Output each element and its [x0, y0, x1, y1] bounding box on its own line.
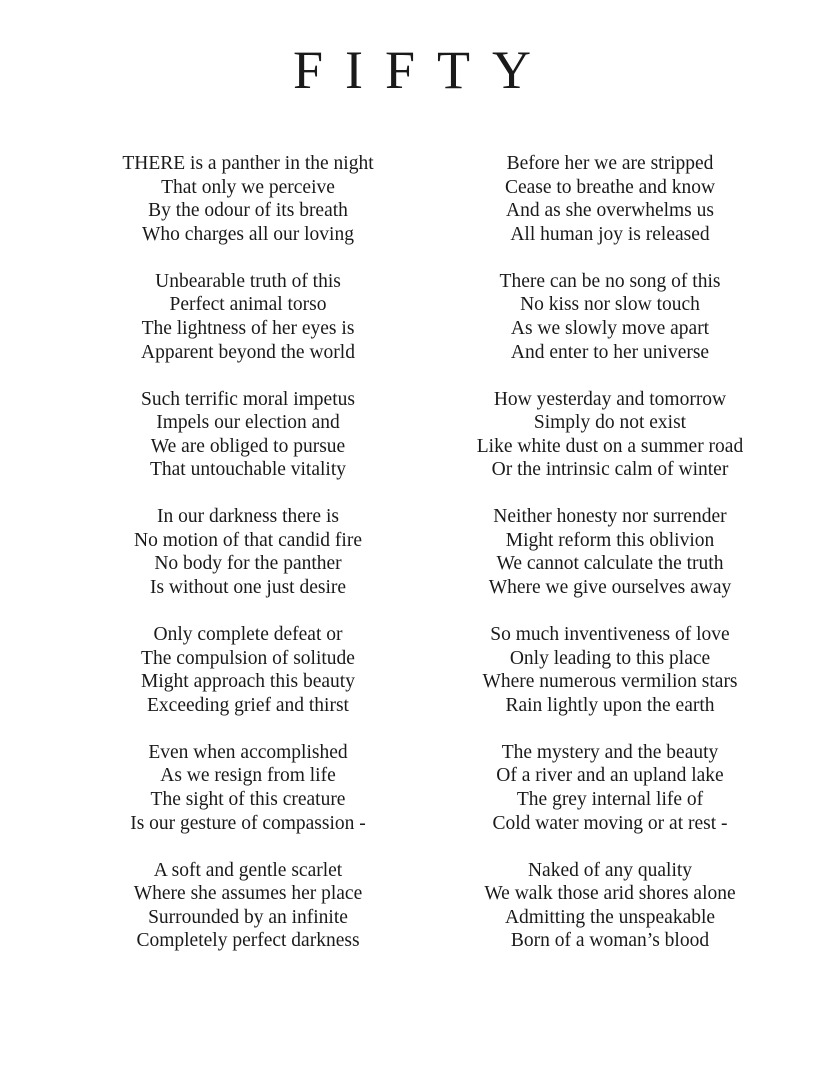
- poem-line: Apparent beyond the world: [141, 341, 355, 363]
- poem-line: Cease to breathe and know: [504, 176, 716, 198]
- poem-line: Completely perfect darkness: [136, 930, 360, 952]
- poem-line: And as she overwhelms us: [506, 200, 714, 222]
- poem-line: We walk those arid shores alone: [484, 883, 736, 905]
- stanza: [400, 388, 820, 482]
- poem-line: Admitting the unspeakable: [504, 906, 716, 928]
- stanza: [400, 623, 820, 717]
- poem-line: Of a river and an upland lake: [496, 765, 724, 787]
- poem-line: The sight of this creature: [150, 789, 346, 811]
- poem-line: In our darkness there is: [157, 506, 339, 528]
- poem-left-column: [38, 152, 458, 976]
- stanza: [400, 270, 820, 364]
- poem-line: Neither honesty nor surrender: [493, 506, 727, 528]
- first-line-rest: is a panther in the night: [185, 153, 374, 174]
- poem-line: Such terrific moral impetus: [141, 388, 355, 410]
- stanza: [38, 270, 458, 364]
- poem-line: A soft and gentle scarlet: [153, 859, 343, 881]
- poem-line: Impels our election and: [156, 412, 340, 434]
- poem-line: We cannot calculate the truth: [496, 553, 724, 575]
- stanza: [38, 859, 458, 953]
- poem-line: So much inventiveness of love: [490, 624, 730, 646]
- poem-line: How yesterday and tomorrow: [493, 388, 727, 410]
- poem-line: And enter to her universe: [510, 341, 710, 363]
- poem-line: Is without one just desire: [149, 577, 347, 599]
- stanza: [38, 505, 458, 599]
- poem-line: No kiss nor slow touch: [520, 294, 700, 316]
- poem-line: The compulsion of solitude: [141, 647, 355, 669]
- stanza: [400, 859, 820, 953]
- stanza: [38, 741, 458, 835]
- poem-line: The grey internal life of: [516, 789, 704, 811]
- stanza: [38, 388, 458, 482]
- poem-line: Naked of any quality: [527, 859, 693, 881]
- poem-line: Surrounded by an infinite: [148, 906, 348, 928]
- poem-line: That untouchable vitality: [149, 459, 347, 481]
- stanza: [400, 152, 820, 246]
- poem-line: Where numerous vermilion stars: [482, 671, 738, 693]
- poem-line: Before her we are stripped: [506, 153, 714, 174]
- poem-line: Exceeding grief and thirst: [147, 694, 349, 716]
- poem-line: Is our gesture of compassion -: [130, 812, 366, 834]
- stanza: [400, 741, 820, 835]
- stanza: [38, 623, 458, 717]
- poem-line: Who charges all our loving: [142, 223, 354, 245]
- poem-line: [38, 152, 458, 176]
- stanza: [38, 152, 458, 246]
- poem-line: Only leading to this place: [509, 647, 711, 669]
- poem-line: Like white dust on a summer road: [476, 435, 744, 457]
- stanza: [400, 505, 820, 599]
- poem-line: No body for the panther: [154, 553, 342, 575]
- poem-line: Perfect animal torso: [169, 294, 327, 316]
- poem-line: Cold water moving or at rest -: [492, 812, 728, 834]
- drop-word: THERE: [122, 153, 186, 174]
- poem-line: Or the intrinsic calm of winter: [491, 459, 729, 481]
- poem-line: Even when accomplished: [148, 741, 348, 763]
- poem-line: As we resign from life: [160, 765, 336, 787]
- poem-line: That only we perceive: [161, 176, 335, 198]
- poem-line: The lightness of her eyes is: [141, 317, 355, 339]
- poem-line: Rain lightly upon the earth: [505, 694, 715, 716]
- poem-line: No motion of that candid fire: [134, 529, 362, 551]
- poem-line: Unbearable truth of this: [155, 270, 341, 292]
- poem-line: Might reform this oblivion: [505, 529, 715, 551]
- poem-line: Where we give ourselves away: [488, 577, 732, 599]
- poem-line: The mystery and the beauty: [501, 741, 719, 763]
- poem-line: Simply do not exist: [533, 412, 687, 434]
- poem-line: By the odour of its breath: [148, 200, 348, 222]
- poem-title: FIFTY: [292, 40, 554, 100]
- poem-line: We are obliged to pursue: [150, 435, 346, 457]
- poem-line: Born of a woman’s blood: [510, 930, 710, 952]
- poem-line: Only complete defeat or: [153, 624, 343, 646]
- poem-line: As we slowly move apart: [510, 317, 710, 339]
- poem-line: Where she assumes her place: [133, 883, 363, 905]
- poem-line: Might approach this beauty: [141, 671, 355, 693]
- poem-line: There can be no song of this: [499, 270, 721, 292]
- poem-right-column: [400, 152, 820, 976]
- poem-line: All human joy is released: [510, 223, 710, 245]
